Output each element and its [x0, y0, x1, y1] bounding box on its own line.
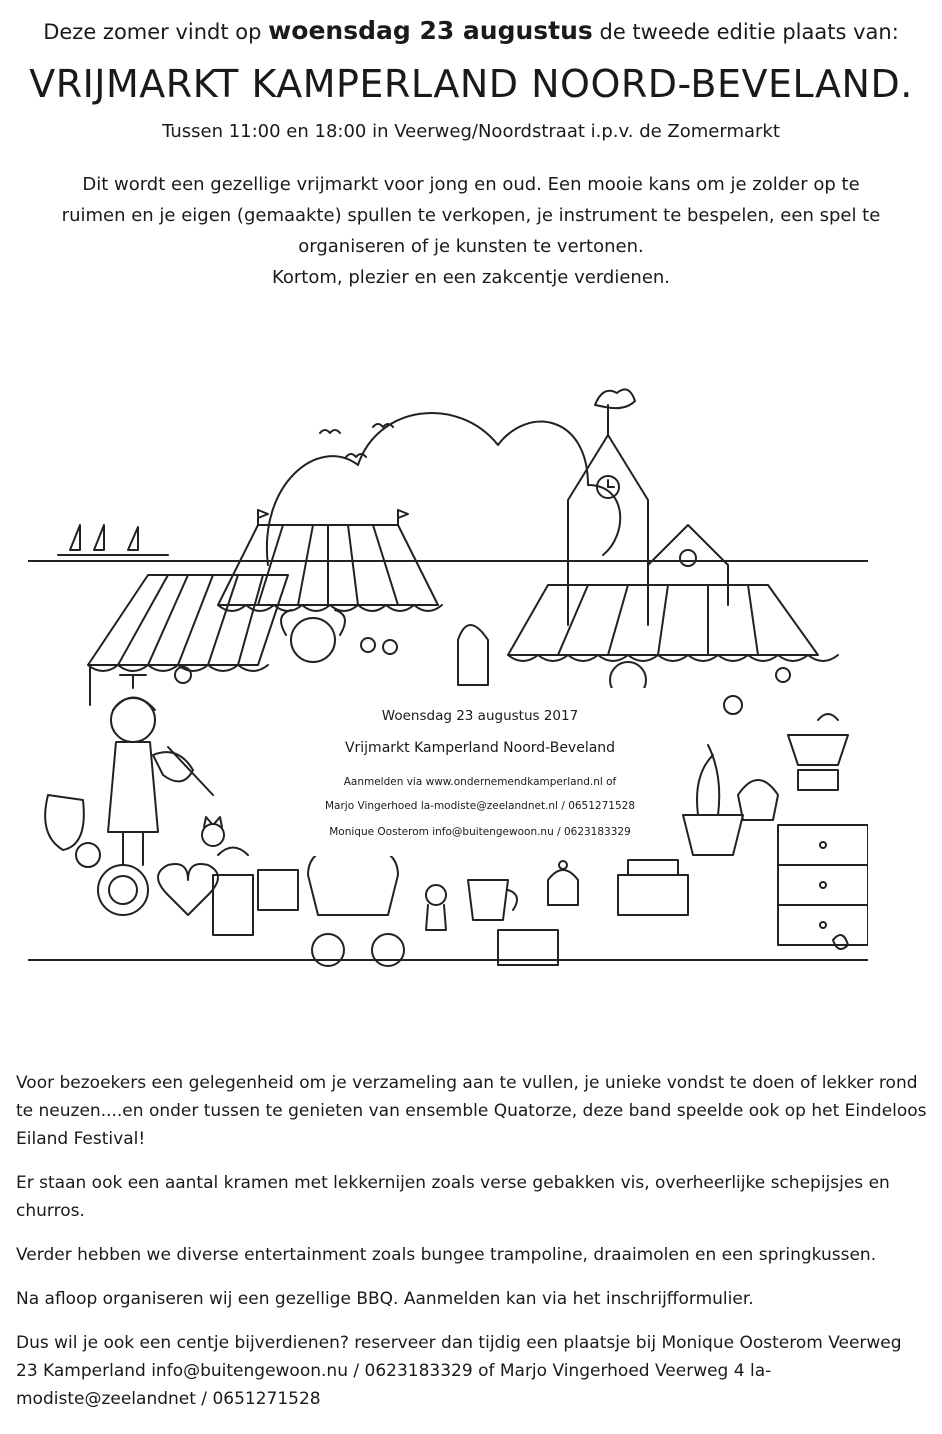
paragraph-reserve: Dus wil je ook een centje bijverdienen? reserveer dan tijdig een plaatsje bij Monique Oosterom Veerweg 23 Kamperland info@buitengewoon.nu / 0623183329 of Marjo Vingerhoed Veerweg 4 la-modiste@zeelandnet / 0651271528 — [16, 1333, 902, 1409]
card-date: Woensdag 23 augustus 2017 — [381, 708, 579, 724]
intro-suffix: de tweede editie plaats van: — [599, 20, 899, 44]
intro-line — [0, 16, 942, 45]
description-line: Kortom, plezier en een zakcentje verdienen. — [271, 267, 671, 288]
description-line: ruimen en je eigen (gemaakte) spullen te verkopen, je instrument te bespelen, een spel te — [61, 205, 881, 226]
event-description — [20, 169, 922, 293]
paragraph-entertainment: Verder hebben we diverse entertainment zoals bungee trampoline, draaimolen en een springkussen. — [16, 1245, 877, 1265]
body-text — [16, 1069, 928, 1429]
card-event-name: Vrijmarkt Kamperland Noord-Beveland — [344, 740, 616, 756]
card-register-text: Aanmelden via www.ondernemendkamperland.nl of — [343, 776, 617, 788]
intro-prefix: Deze zomer vindt op — [43, 20, 262, 44]
description-line: Dit wordt een gezellige vrijmarkt voor jong en oud. Een mooie kans om je zolder op te — [82, 174, 860, 195]
paragraph-visitors: Voor bezoekers een gelegenheid om je verzameling aan te vullen, je unieke vondst te doen of lekker rond te neuzen....en onder tussen te genieten van ensemble Quatorze, deze band speelde ook op het Eindeloos Eiland Festival! — [16, 1073, 927, 1149]
card-contact-marjo: Marjo Vingerhoed la-modiste@zeelandnet.nl / 0651271528 — [325, 800, 635, 812]
paragraph-bbq: Na afloop organiseren wij een gezellige BBQ. Aanmelden kan via het inschrijfformulier. — [16, 1289, 754, 1309]
page-title-dot: . — [900, 62, 913, 106]
market-illustration — [28, 375, 868, 975]
description-line: organiseren of je kunsten te vertonen. — [298, 236, 644, 257]
event-info-card — [285, 688, 675, 856]
intro-date: woensdag 23 augustus — [268, 16, 593, 45]
page-title-text: VRIJMARKT KAMPERLAND NOORD-BEVELAND — [29, 62, 901, 106]
event-times: Tussen 11:00 en 18:00 in Veerweg/Noordstraat i.p.v. de Zomermarkt — [162, 121, 780, 142]
page-title — [0, 62, 942, 106]
card-contact-monique: Monique Oosterom info@buitengewoon.nu / 0623183329 — [329, 826, 631, 838]
market-drawing-icon — [28, 375, 868, 975]
paragraph-food-stalls: Er staan ook een aantal kramen met lekkernijen zoals verse gebakken vis, overheerlijke schepijsjes en churros. — [16, 1173, 890, 1221]
